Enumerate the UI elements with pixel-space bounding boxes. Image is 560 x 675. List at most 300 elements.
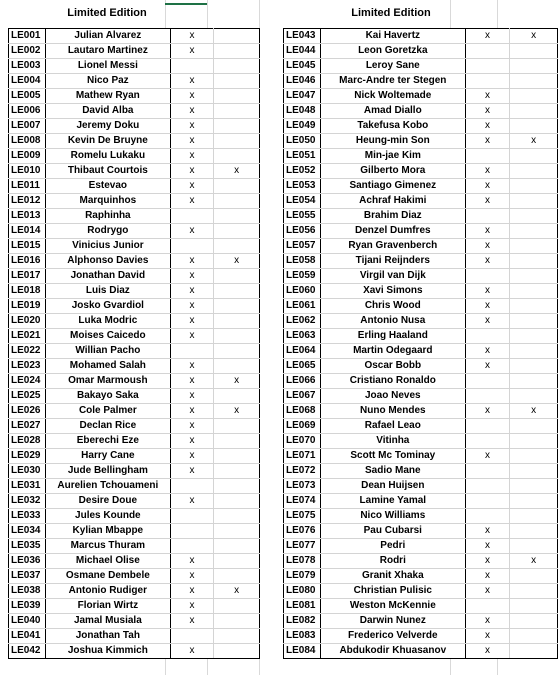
owned-mark-cell[interactable] — [465, 374, 510, 389]
player-name-cell[interactable]: Darwin Nunez — [320, 614, 465, 629]
extra-mark-cell[interactable] — [214, 104, 260, 119]
card-code-cell[interactable]: LE002 — [9, 44, 46, 59]
owned-mark-cell[interactable] — [170, 524, 214, 539]
extra-mark-cell[interactable] — [214, 614, 260, 629]
owned-mark-cell[interactable]: x — [465, 224, 510, 239]
player-name-cell[interactable]: Osmane Dembele — [45, 569, 170, 584]
card-code-cell[interactable]: LE036 — [9, 554, 46, 569]
owned-mark-cell[interactable]: x — [170, 104, 214, 119]
extra-mark-cell[interactable] — [214, 299, 260, 314]
player-name-cell[interactable]: Florian Wirtz — [45, 599, 170, 614]
player-name-cell[interactable]: Min-jae Kim — [320, 149, 465, 164]
extra-mark-cell[interactable]: x — [214, 164, 260, 179]
card-code-cell[interactable]: LE046 — [284, 74, 321, 89]
player-name-cell[interactable]: Romelu Lukaku — [45, 149, 170, 164]
extra-mark-cell[interactable] — [214, 569, 260, 584]
extra-mark-cell[interactable] — [510, 524, 558, 539]
card-code-cell[interactable]: LE030 — [9, 464, 46, 479]
extra-mark-cell[interactable] — [510, 629, 558, 644]
card-code-cell[interactable]: LE017 — [9, 269, 46, 284]
player-name-cell[interactable]: Moises Caicedo — [45, 329, 170, 344]
owned-mark-cell[interactable] — [170, 539, 214, 554]
extra-mark-cell[interactable] — [214, 419, 260, 434]
player-name-cell[interactable]: Chris Wood — [320, 299, 465, 314]
card-code-cell[interactable]: LE041 — [9, 629, 46, 644]
card-code-cell[interactable]: LE025 — [9, 389, 46, 404]
extra-mark-cell[interactable]: x — [214, 254, 260, 269]
owned-mark-cell[interactable]: x — [170, 89, 214, 104]
player-name-cell[interactable]: Aurelien Tchouameni — [45, 479, 170, 494]
card-code-cell[interactable]: LE055 — [284, 209, 321, 224]
card-code-cell[interactable]: LE040 — [9, 614, 46, 629]
card-code-cell[interactable]: LE008 — [9, 134, 46, 149]
player-name-cell[interactable]: Amad Diallo — [320, 104, 465, 119]
extra-mark-cell[interactable] — [510, 164, 558, 179]
owned-mark-cell[interactable]: x — [170, 329, 214, 344]
card-code-cell[interactable]: LE027 — [9, 419, 46, 434]
card-code-cell[interactable]: LE034 — [9, 524, 46, 539]
owned-mark-cell[interactable]: x — [465, 569, 510, 584]
player-name-cell[interactable]: Jonathan Tah — [45, 629, 170, 644]
owned-mark-cell[interactable]: x — [170, 644, 214, 659]
player-name-cell[interactable]: Virgil van Dijk — [320, 269, 465, 284]
owned-mark-cell[interactable] — [465, 389, 510, 404]
player-name-cell[interactable]: Santiago Gimenez — [320, 179, 465, 194]
card-code-cell[interactable]: LE037 — [9, 569, 46, 584]
card-code-cell[interactable]: LE074 — [284, 494, 321, 509]
extra-mark-cell[interactable] — [214, 149, 260, 164]
player-name-cell[interactable]: Dean Huijsen — [320, 479, 465, 494]
player-name-cell[interactable]: Ryan Gravenberch — [320, 239, 465, 254]
extra-mark-cell[interactable] — [214, 449, 260, 464]
owned-mark-cell[interactable] — [170, 479, 214, 494]
owned-mark-cell[interactable] — [465, 599, 510, 614]
card-code-cell[interactable]: LE060 — [284, 284, 321, 299]
extra-mark-cell[interactable] — [214, 89, 260, 104]
extra-mark-cell[interactable] — [214, 59, 260, 74]
card-code-cell[interactable]: LE066 — [284, 374, 321, 389]
owned-mark-cell[interactable] — [170, 344, 214, 359]
player-name-cell[interactable]: Mohamed Salah — [45, 359, 170, 374]
player-name-cell[interactable]: Rafael Leao — [320, 419, 465, 434]
extra-mark-cell[interactable] — [214, 179, 260, 194]
owned-mark-cell[interactable]: x — [465, 644, 510, 659]
player-name-cell[interactable]: Jamal Musiala — [45, 614, 170, 629]
player-name-cell[interactable]: Rodrygo — [45, 224, 170, 239]
owned-mark-cell[interactable]: x — [465, 104, 510, 119]
card-code-cell[interactable]: LE082 — [284, 614, 321, 629]
player-name-cell[interactable]: Denzel Dumfres — [320, 224, 465, 239]
player-name-cell[interactable]: Cole Palmer — [45, 404, 170, 419]
card-code-cell[interactable]: LE001 — [9, 29, 46, 44]
card-code-cell[interactable]: LE076 — [284, 524, 321, 539]
player-name-cell[interactable]: Weston McKennie — [320, 599, 465, 614]
extra-mark-cell[interactable]: x — [510, 554, 558, 569]
owned-mark-cell[interactable]: x — [465, 584, 510, 599]
owned-mark-cell[interactable]: x — [465, 404, 510, 419]
extra-mark-cell[interactable] — [510, 539, 558, 554]
player-name-cell[interactable]: Gilberto Mora — [320, 164, 465, 179]
extra-mark-cell[interactable] — [510, 254, 558, 269]
owned-mark-cell[interactable]: x — [170, 269, 214, 284]
owned-mark-cell[interactable] — [465, 329, 510, 344]
player-name-cell[interactable]: Bakayo Saka — [45, 389, 170, 404]
extra-mark-cell[interactable] — [510, 374, 558, 389]
player-name-cell[interactable]: Alphonso Davies — [45, 254, 170, 269]
owned-mark-cell[interactable]: x — [170, 434, 214, 449]
extra-mark-cell[interactable] — [214, 239, 260, 254]
card-code-cell[interactable]: LE026 — [9, 404, 46, 419]
extra-mark-cell[interactable] — [214, 539, 260, 554]
card-code-cell[interactable]: LE042 — [9, 644, 46, 659]
player-name-cell[interactable]: Lamine Yamal — [320, 494, 465, 509]
player-name-cell[interactable]: Julian Alvarez — [45, 29, 170, 44]
owned-mark-cell[interactable]: x — [465, 554, 510, 569]
player-name-cell[interactable]: Joshua Kimmich — [45, 644, 170, 659]
player-name-cell[interactable]: Achraf Hakimi — [320, 194, 465, 209]
card-code-cell[interactable]: LE020 — [9, 314, 46, 329]
player-name-cell[interactable]: Tijani Reijnders — [320, 254, 465, 269]
card-code-cell[interactable]: LE059 — [284, 269, 321, 284]
extra-mark-cell[interactable] — [510, 149, 558, 164]
extra-mark-cell[interactable] — [510, 329, 558, 344]
card-code-cell[interactable]: LE079 — [284, 569, 321, 584]
extra-mark-cell[interactable] — [214, 29, 260, 44]
extra-mark-cell[interactable] — [214, 329, 260, 344]
card-code-cell[interactable]: LE050 — [284, 134, 321, 149]
extra-mark-cell[interactable] — [214, 284, 260, 299]
owned-mark-cell[interactable]: x — [170, 569, 214, 584]
extra-mark-cell[interactable] — [214, 554, 260, 569]
owned-mark-cell[interactable]: x — [465, 254, 510, 269]
card-code-cell[interactable]: LE016 — [9, 254, 46, 269]
card-code-cell[interactable]: LE003 — [9, 59, 46, 74]
card-code-cell[interactable]: LE083 — [284, 629, 321, 644]
extra-mark-cell[interactable] — [510, 449, 558, 464]
player-name-cell[interactable]: Sadio Mane — [320, 464, 465, 479]
player-name-cell[interactable]: Heung-min Son — [320, 134, 465, 149]
owned-mark-cell[interactable]: x — [170, 74, 214, 89]
owned-mark-cell[interactable]: x — [465, 179, 510, 194]
owned-mark-cell[interactable] — [170, 59, 214, 74]
player-name-cell[interactable]: Harry Cane — [45, 449, 170, 464]
player-name-cell[interactable]: Antonio Rudiger — [45, 584, 170, 599]
card-code-cell[interactable]: LE032 — [9, 494, 46, 509]
extra-mark-cell[interactable] — [510, 419, 558, 434]
card-code-cell[interactable]: LE081 — [284, 599, 321, 614]
owned-mark-cell[interactable]: x — [170, 224, 214, 239]
card-code-cell[interactable]: LE063 — [284, 329, 321, 344]
extra-mark-cell[interactable] — [510, 494, 558, 509]
card-code-cell[interactable]: LE011 — [9, 179, 46, 194]
player-name-cell[interactable]: Declan Rice — [45, 419, 170, 434]
owned-mark-cell[interactable] — [170, 629, 214, 644]
player-name-cell[interactable]: Vinicius Junior — [45, 239, 170, 254]
owned-mark-cell[interactable]: x — [170, 374, 214, 389]
card-code-cell[interactable]: LE033 — [9, 509, 46, 524]
player-name-cell[interactable]: Lionel Messi — [45, 59, 170, 74]
extra-mark-cell[interactable] — [510, 389, 558, 404]
extra-mark-cell[interactable] — [510, 314, 558, 329]
extra-mark-cell[interactable] — [510, 599, 558, 614]
card-code-cell[interactable]: LE022 — [9, 344, 46, 359]
card-code-cell[interactable]: LE073 — [284, 479, 321, 494]
extra-mark-cell[interactable] — [510, 104, 558, 119]
extra-mark-cell[interactable] — [214, 194, 260, 209]
player-name-cell[interactable]: Nick Woltemade — [320, 89, 465, 104]
extra-mark-cell[interactable] — [510, 344, 558, 359]
card-code-cell[interactable]: LE044 — [284, 44, 321, 59]
player-name-cell[interactable]: Estevao — [45, 179, 170, 194]
player-name-cell[interactable]: Nico Paz — [45, 74, 170, 89]
player-name-cell[interactable]: Nuno Mendes — [320, 404, 465, 419]
extra-mark-cell[interactable] — [510, 284, 558, 299]
card-code-cell[interactable]: LE075 — [284, 509, 321, 524]
card-code-cell[interactable]: LE010 — [9, 164, 46, 179]
extra-mark-cell[interactable]: x — [510, 404, 558, 419]
player-name-cell[interactable]: Willian Pacho — [45, 344, 170, 359]
extra-mark-cell[interactable] — [214, 464, 260, 479]
owned-mark-cell[interactable]: x — [465, 449, 510, 464]
card-code-cell[interactable]: LE013 — [9, 209, 46, 224]
extra-mark-cell[interactable] — [510, 269, 558, 284]
extra-mark-cell[interactable]: x — [214, 374, 260, 389]
player-name-cell[interactable]: Erling Haaland — [320, 329, 465, 344]
extra-mark-cell[interactable] — [214, 44, 260, 59]
owned-mark-cell[interactable]: x — [170, 164, 214, 179]
owned-mark-cell[interactable]: x — [170, 599, 214, 614]
extra-mark-cell[interactable] — [510, 194, 558, 209]
owned-mark-cell[interactable]: x — [465, 359, 510, 374]
extra-mark-cell[interactable] — [510, 299, 558, 314]
owned-mark-cell[interactable]: x — [465, 119, 510, 134]
extra-mark-cell[interactable] — [214, 629, 260, 644]
card-code-cell[interactable]: LE019 — [9, 299, 46, 314]
card-code-cell[interactable]: LE065 — [284, 359, 321, 374]
card-code-cell[interactable]: LE084 — [284, 644, 321, 659]
owned-mark-cell[interactable]: x — [465, 239, 510, 254]
card-code-cell[interactable]: LE058 — [284, 254, 321, 269]
owned-mark-cell[interactable]: x — [170, 404, 214, 419]
player-name-cell[interactable]: Jeremy Doku — [45, 119, 170, 134]
card-code-cell[interactable]: LE077 — [284, 539, 321, 554]
extra-mark-cell[interactable] — [510, 614, 558, 629]
card-code-cell[interactable]: LE070 — [284, 434, 321, 449]
owned-mark-cell[interactable]: x — [465, 134, 510, 149]
card-code-cell[interactable]: LE052 — [284, 164, 321, 179]
owned-mark-cell[interactable]: x — [465, 314, 510, 329]
card-code-cell[interactable]: LE021 — [9, 329, 46, 344]
card-code-cell[interactable]: LE038 — [9, 584, 46, 599]
extra-mark-cell[interactable] — [214, 74, 260, 89]
owned-mark-cell[interactable] — [465, 494, 510, 509]
player-name-cell[interactable]: Marcus Thuram — [45, 539, 170, 554]
owned-mark-cell[interactable]: x — [170, 254, 214, 269]
extra-mark-cell[interactable] — [510, 179, 558, 194]
owned-mark-cell[interactable]: x — [170, 584, 214, 599]
owned-mark-cell[interactable]: x — [170, 29, 214, 44]
card-code-cell[interactable]: LE064 — [284, 344, 321, 359]
player-name-cell[interactable]: Thibaut Courtois — [45, 164, 170, 179]
card-code-cell[interactable]: LE005 — [9, 89, 46, 104]
player-name-cell[interactable]: Leon Goretzka — [320, 44, 465, 59]
extra-mark-cell[interactable]: x — [510, 29, 558, 44]
owned-mark-cell[interactable] — [170, 509, 214, 524]
owned-mark-cell[interactable]: x — [170, 614, 214, 629]
card-code-cell[interactable]: LE071 — [284, 449, 321, 464]
player-name-cell[interactable]: Michael Olise — [45, 554, 170, 569]
owned-mark-cell[interactable] — [465, 434, 510, 449]
extra-mark-cell[interactable] — [510, 44, 558, 59]
extra-mark-cell[interactable] — [510, 74, 558, 89]
owned-mark-cell[interactable] — [465, 74, 510, 89]
card-code-cell[interactable]: LE006 — [9, 104, 46, 119]
card-code-cell[interactable]: LE029 — [9, 449, 46, 464]
left-header[interactable]: Limited Edition — [67, 7, 147, 19]
card-code-cell[interactable]: LE062 — [284, 314, 321, 329]
extra-mark-cell[interactable] — [510, 584, 558, 599]
player-name-cell[interactable]: Abdukodir Khuasanov — [320, 644, 465, 659]
owned-mark-cell[interactable]: x — [465, 89, 510, 104]
card-code-cell[interactable]: LE039 — [9, 599, 46, 614]
player-name-cell[interactable]: Christian Pulisic — [320, 584, 465, 599]
owned-mark-cell[interactable]: x — [170, 494, 214, 509]
player-name-cell[interactable]: Leroy Sane — [320, 59, 465, 74]
owned-mark-cell[interactable]: x — [465, 284, 510, 299]
owned-mark-cell[interactable]: x — [170, 149, 214, 164]
player-name-cell[interactable]: Oscar Bobb — [320, 359, 465, 374]
player-name-cell[interactable]: Eberechi Eze — [45, 434, 170, 449]
owned-mark-cell[interactable]: x — [170, 179, 214, 194]
card-code-cell[interactable]: LE024 — [9, 374, 46, 389]
player-name-cell[interactable]: Luis Diaz — [45, 284, 170, 299]
player-name-cell[interactable]: Raphinha — [45, 209, 170, 224]
extra-mark-cell[interactable] — [510, 644, 558, 659]
card-code-cell[interactable]: LE035 — [9, 539, 46, 554]
extra-mark-cell[interactable] — [214, 224, 260, 239]
owned-mark-cell[interactable] — [465, 509, 510, 524]
player-name-cell[interactable]: Lautaro Martinez — [45, 44, 170, 59]
extra-mark-cell[interactable] — [214, 434, 260, 449]
card-code-cell[interactable]: LE047 — [284, 89, 321, 104]
owned-mark-cell[interactable]: x — [465, 629, 510, 644]
owned-mark-cell[interactable]: x — [170, 464, 214, 479]
player-name-cell[interactable]: Xavi Simons — [320, 284, 465, 299]
card-code-cell[interactable]: LE004 — [9, 74, 46, 89]
owned-mark-cell[interactable]: x — [465, 194, 510, 209]
owned-mark-cell[interactable] — [465, 479, 510, 494]
player-name-cell[interactable]: Jules Kounde — [45, 509, 170, 524]
owned-mark-cell[interactable]: x — [465, 614, 510, 629]
player-name-cell[interactable]: Jude Bellingham — [45, 464, 170, 479]
owned-mark-cell[interactable]: x — [465, 344, 510, 359]
extra-mark-cell[interactable] — [510, 479, 558, 494]
card-code-cell[interactable]: LE053 — [284, 179, 321, 194]
extra-mark-cell[interactable] — [510, 464, 558, 479]
right-header[interactable]: Limited Edition — [351, 7, 431, 19]
player-name-cell[interactable]: Frederico Velverde — [320, 629, 465, 644]
owned-mark-cell[interactable] — [465, 419, 510, 434]
card-code-cell[interactable]: LE056 — [284, 224, 321, 239]
player-name-cell[interactable]: Granit Xhaka — [320, 569, 465, 584]
player-name-cell[interactable]: Marc-Andre ter Stegen — [320, 74, 465, 89]
extra-mark-cell[interactable] — [510, 569, 558, 584]
player-name-cell[interactable]: Brahim Diaz — [320, 209, 465, 224]
owned-mark-cell[interactable]: x — [170, 299, 214, 314]
owned-mark-cell[interactable]: x — [170, 419, 214, 434]
player-name-cell[interactable]: Joao Neves — [320, 389, 465, 404]
card-code-cell[interactable]: LE067 — [284, 389, 321, 404]
card-code-cell[interactable]: LE049 — [284, 119, 321, 134]
extra-mark-cell[interactable]: x — [214, 404, 260, 419]
owned-mark-cell[interactable]: x — [170, 134, 214, 149]
owned-mark-cell[interactable]: x — [170, 359, 214, 374]
card-code-cell[interactable]: LE014 — [9, 224, 46, 239]
card-code-cell[interactable]: LE018 — [9, 284, 46, 299]
owned-mark-cell[interactable]: x — [170, 449, 214, 464]
player-name-cell[interactable]: Jonathan David — [45, 269, 170, 284]
extra-mark-cell[interactable] — [214, 389, 260, 404]
player-name-cell[interactable]: Kevin De Bruyne — [45, 134, 170, 149]
extra-mark-cell[interactable] — [214, 599, 260, 614]
card-code-cell[interactable]: LE031 — [9, 479, 46, 494]
player-name-cell[interactable]: Scott Mc Tominay — [320, 449, 465, 464]
extra-mark-cell[interactable]: x — [510, 134, 558, 149]
player-name-cell[interactable]: Marquinhos — [45, 194, 170, 209]
player-name-cell[interactable]: Desire Doue — [45, 494, 170, 509]
owned-mark-cell[interactable] — [465, 59, 510, 74]
player-name-cell[interactable]: Omar Marmoush — [45, 374, 170, 389]
player-name-cell[interactable]: Rodri — [320, 554, 465, 569]
owned-mark-cell[interactable] — [465, 149, 510, 164]
player-name-cell[interactable]: Vitinha — [320, 434, 465, 449]
card-code-cell[interactable]: LE043 — [284, 29, 321, 44]
extra-mark-cell[interactable] — [510, 209, 558, 224]
player-name-cell[interactable]: Kylian Mbappe — [45, 524, 170, 539]
card-code-cell[interactable]: LE015 — [9, 239, 46, 254]
extra-mark-cell[interactable] — [214, 479, 260, 494]
owned-mark-cell[interactable]: x — [465, 299, 510, 314]
player-name-cell[interactable]: Kai Havertz — [320, 29, 465, 44]
card-code-cell[interactable]: LE009 — [9, 149, 46, 164]
extra-mark-cell[interactable] — [214, 344, 260, 359]
extra-mark-cell[interactable] — [214, 644, 260, 659]
owned-mark-cell[interactable]: x — [170, 44, 214, 59]
player-name-cell[interactable]: Mathew Ryan — [45, 89, 170, 104]
owned-mark-cell[interactable] — [465, 464, 510, 479]
card-code-cell[interactable]: LE048 — [284, 104, 321, 119]
extra-mark-cell[interactable] — [214, 494, 260, 509]
extra-mark-cell[interactable] — [214, 524, 260, 539]
player-name-cell[interactable]: Martin Odegaard — [320, 344, 465, 359]
player-name-cell[interactable]: David Alba — [45, 104, 170, 119]
card-code-cell[interactable]: LE061 — [284, 299, 321, 314]
player-name-cell[interactable]: Cristiano Ronaldo — [320, 374, 465, 389]
player-name-cell[interactable]: Luka Modric — [45, 314, 170, 329]
card-code-cell[interactable]: LE068 — [284, 404, 321, 419]
card-code-cell[interactable]: LE045 — [284, 59, 321, 74]
owned-mark-cell[interactable]: x — [465, 524, 510, 539]
extra-mark-cell[interactable] — [510, 224, 558, 239]
owned-mark-cell[interactable] — [465, 44, 510, 59]
extra-mark-cell[interactable] — [214, 314, 260, 329]
card-code-cell[interactable]: LE028 — [9, 434, 46, 449]
extra-mark-cell[interactable] — [214, 134, 260, 149]
extra-mark-cell[interactable] — [214, 269, 260, 284]
owned-mark-cell[interactable] — [170, 209, 214, 224]
owned-mark-cell[interactable]: x — [465, 164, 510, 179]
player-name-cell[interactable]: Nico Williams — [320, 509, 465, 524]
